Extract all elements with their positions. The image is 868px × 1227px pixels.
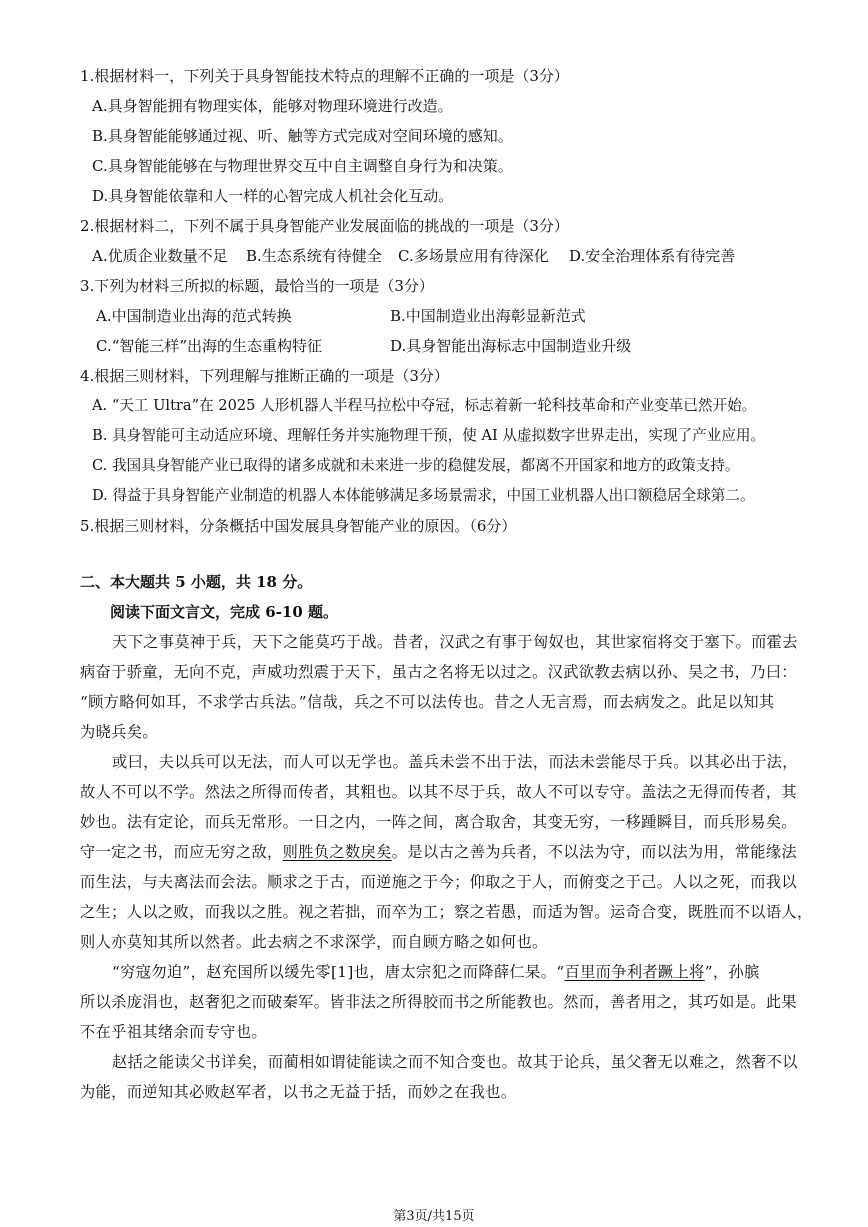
passage-line: 或曰，夫以兵可以无法，而人可以无学也。盖兵未尝不出于法，而法未尝能尽于兵。以其必出于法， <box>112 753 798 771</box>
question-2-option-a: A.优质企业数量不足 <box>92 247 228 265</box>
question-3-options-row-1 <box>96 306 586 326</box>
passage-line: 故人不可以不学。然法之所得而传者，其粗也。以其不尽于兵，故人不可以专守。盖法之无得而传者，其 <box>80 783 798 801</box>
passage-line-with-underline <box>112 962 760 982</box>
underlined-sentence: 则胜负之数戾矣 <box>282 843 392 861</box>
question-4-option-b: B. 具身智能可主动适应环境、理解任务并实施物理干预，使 AI 从虚拟数字世界走出，实现了产业应用。 <box>92 427 766 444</box>
passage-line: 则人亦莫知其所以然者。此去病之不求深学，而自顾方略之如何也。 <box>80 933 548 951</box>
question-2-option-b: B.生态系统有待健全 <box>246 247 382 265</box>
question-5-stem: 5.根据三则材料，分条概括中国发展具身智能产业的原因。（6分） <box>80 517 517 535</box>
question-3-options-row-2 <box>96 336 631 356</box>
passage-line: 病奋于骄童，无向不克，声威功烈震于天下，虽古之名将无以过之。汉武欲教去病以孙、吴之书，乃曰： <box>80 663 798 681</box>
passage-text: ”，孙膑 <box>704 963 760 981</box>
question-3-option-b: B.中国制造业出海彰显新范式 <box>390 307 586 325</box>
question-4-stem: 4.根据三则材料，下列理解与推断正确的一项是（3分） <box>80 367 449 385</box>
passage-line: 妙也。法有定论，而兵无常形。一日之内，一阵之间，离合取舍，其变无穷，一移踵瞬目，而兵形易矣。 <box>80 813 798 831</box>
passage-line: 为能，而逆知其必败赵军者，以书之无益于括，而妙之在我也。 <box>80 1083 517 1101</box>
passage-line: 赵括之能读父书详矣，而蔺相如谓徒能读之而不知合变也。故其于论兵，虽父奢无以难之，然奢不以 <box>112 1053 798 1071</box>
passage-text: 。是以古之善为兵者，不以法为守，而以法为用，常能缘法 <box>391 843 798 861</box>
passage-text: 守一定之书，而应无穷之敌， <box>80 843 283 861</box>
question-2-option-c: C.多场景应用有待深化 <box>398 247 549 265</box>
passage-line: 不在乎祖其绪余而专守也。 <box>80 1023 268 1041</box>
question-4-option-a: A. “天工 Ultra”在 2025 人形机器人半程马拉松中夺冠，标志着新一轮科技革命和产业变革已然开始。 <box>92 397 757 414</box>
page-number: 第3页/共15页 <box>393 1209 475 1224</box>
question-1-option-b: B.具身智能能够通过视、听、触等方式完成对空间环境的感知。 <box>92 127 513 145</box>
question-3-stem: 3.下列为材料三所拟的标题，最恰当的一项是（3分） <box>80 277 434 295</box>
section-2-intro: 阅读下面文言文，完成 6-10 题。 <box>110 603 338 621</box>
passage-text: “穷寇勿迫”，赵充国所以缓先零[1]也，唐太宗犯之而降薛仁杲。“ <box>112 963 565 981</box>
question-4-option-d: D. 得益于具身智能产业制造的机器人本体能够满足多场景需求，中国工业机器人出口额稳居全球第二。 <box>92 487 755 504</box>
passage-line: 天下之事莫神于兵，天下之能莫巧于战。昔者，汉武之有事于匈奴也，其世家宿将交于塞下。而霍去 <box>112 633 798 651</box>
question-1-option-d: D.具身智能依靠和人一样的心智完成人机社会化互动。 <box>92 187 454 205</box>
question-2-option-d: D.安全治理体系有待完善 <box>569 247 736 265</box>
question-1-option-a: A.具身智能拥有物理实体，能够对物理环境进行改造。 <box>92 97 453 115</box>
underlined-sentence: 百里而争利者蹶上将 <box>564 963 705 981</box>
passage-line: 所以杀庞涓也，赵奢犯之而破秦军。皆非法之所得胶而书之所能教也。然而，善者用之，其巧如是。此果 <box>80 993 798 1011</box>
question-3-option-d: D.具身智能出海标志中国制造业升级 <box>390 337 632 355</box>
question-3-option-c: C.“智能三样”出海的生态重构特征 <box>96 337 323 355</box>
question-1-stem: 1.根据材料一，下列关于具身智能技术特点的理解不正确的一项是（3分） <box>80 67 569 85</box>
passage-line: 之生；人以之败，而我以之胜。视之若拙，而卒为工；察之若愚，而适为智。运奇合变，既胜而不以语人， <box>80 903 813 921</box>
question-2-stem: 2.根据材料二，下列不属于具身智能产业发展面临的挑战的一项是（3分） <box>80 217 569 235</box>
section-2-title: 二、本大题共 5 小题，共 18 分。 <box>80 573 313 591</box>
passage-line-with-underline <box>80 842 797 862</box>
passage-line: “顾方略何如耳，不求学古兵法。”信哉，兵之不可以法传也。昔之人无言焉，而去病发之。此足以知其 <box>80 693 775 711</box>
question-2-options <box>92 246 735 266</box>
passage-line: 而生法，与夫离法而会法。顺求之于古，而逆施之于今；仰取之于人，而俯变之于己。人以之死，而我以 <box>80 873 798 891</box>
question-4-option-c: C. 我国具身智能产业已取得的诸多成就和未来进一步的稳健发展，都离不开国家和地方的政策支持。 <box>92 457 740 474</box>
question-1-option-c: C.具身智能能够在与物理世界交互中自主调整自身行为和决策。 <box>92 157 513 175</box>
question-3-option-a: A.中国制造业出海的范式转换 <box>96 307 292 325</box>
passage-line: 为晓兵矣。 <box>80 723 158 741</box>
